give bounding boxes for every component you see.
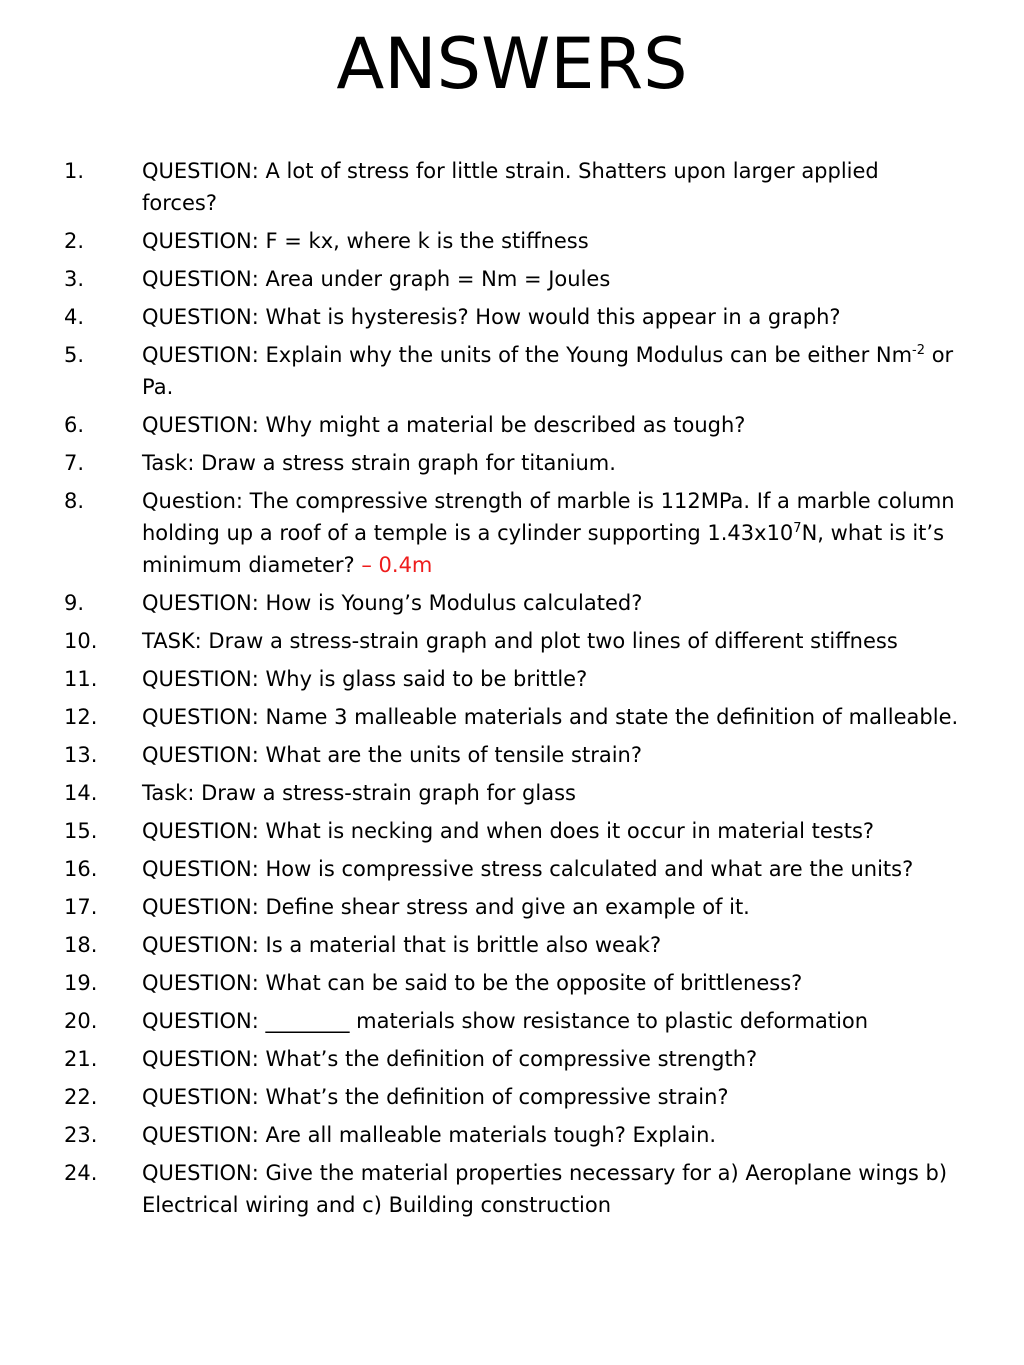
item-number: 7. <box>64 451 85 475</box>
list-item <box>64 225 959 257</box>
superscript-exponent: -2 <box>912 343 926 358</box>
item-text: QUESTION: Is a material that is brittle also weak? <box>142 933 662 957</box>
list-item <box>64 1043 959 1075</box>
list-item <box>64 815 959 847</box>
list-item <box>64 301 959 333</box>
list-item <box>64 339 959 403</box>
item-text: QUESTION: Area under graph = Nm = Joules <box>142 267 611 291</box>
item-number: 2. <box>64 229 85 253</box>
list-item <box>64 701 959 733</box>
item-number: 24. <box>64 1161 98 1185</box>
item-number: 18. <box>64 933 98 957</box>
item-text-part: or Pa. <box>142 343 954 399</box>
question-list <box>64 155 959 1227</box>
list-item <box>64 853 959 885</box>
item-text <box>142 485 959 581</box>
item-text: QUESTION: ________ materials show resistance to plastic deformation <box>142 1009 869 1033</box>
list-item <box>64 1005 959 1037</box>
item-text: QUESTION: Name 3 malleable materials and state the definition of malleable. <box>142 705 959 729</box>
item-number: 1. <box>64 159 85 183</box>
item-number: 9. <box>64 591 85 615</box>
item-text: QUESTION: How is compressive stress calculated and what are the units? <box>142 857 914 881</box>
item-text: QUESTION: F = kx, where k is the stiffness <box>142 229 589 253</box>
item-text: QUESTION: What can be said to be the opposite of brittleness? <box>142 971 803 995</box>
item-text: QUESTION: Give the material properties necessary for a) Aeroplane wings b) Electrical wiring and c) Building construction <box>142 1161 948 1217</box>
item-number: 16. <box>64 857 98 881</box>
item-number: 23. <box>64 1123 98 1147</box>
item-number: 5. <box>64 343 85 367</box>
item-text: QUESTION: Why is glass said to be brittle? <box>142 667 588 691</box>
list-item <box>64 777 959 809</box>
item-text: QUESTION: What is necking and when does it occur in material tests? <box>142 819 875 843</box>
list-item <box>64 1157 959 1221</box>
item-text: Task: Draw a stress strain graph for titanium. <box>142 451 616 475</box>
item-text: QUESTION: Define shear stress and give an example of it. <box>142 895 750 919</box>
list-item <box>64 967 959 999</box>
list-item <box>64 1081 959 1113</box>
item-number: 19. <box>64 971 98 995</box>
list-item <box>64 409 959 441</box>
item-text: QUESTION: What are the units of tensile strain? <box>142 743 642 767</box>
item-number: 15. <box>64 819 98 843</box>
item-number: 11. <box>64 667 98 691</box>
item-number: 20. <box>64 1009 98 1033</box>
list-item <box>64 625 959 657</box>
item-text: TASK: Draw a stress-strain graph and plot two lines of different stiffness <box>142 629 898 653</box>
item-text: QUESTION: Are all malleable materials tough? Explain. <box>142 1123 717 1147</box>
list-item <box>64 739 959 771</box>
item-text-part: N, what is it’s minimum diameter? <box>142 521 945 577</box>
answer-text: – 0.4m <box>361 553 433 577</box>
superscript-exponent: 7 <box>793 521 802 536</box>
item-number: 8. <box>64 489 85 513</box>
list-item <box>64 447 959 479</box>
item-text: QUESTION: A lot of stress for little strain. Shatters upon larger applied forces? <box>142 159 879 215</box>
item-text: QUESTION: How is Young’s Modulus calculated? <box>142 591 643 615</box>
item-number: 17. <box>64 895 98 919</box>
item-text-part: QUESTION: Explain why the units of the Young Modulus can be either Nm <box>142 343 913 367</box>
list-item <box>64 663 959 695</box>
item-number: 3. <box>64 267 85 291</box>
item-number: 21. <box>64 1047 98 1071</box>
list-item <box>64 263 959 295</box>
page-title: ANSWERS <box>336 23 688 105</box>
item-number: 22. <box>64 1085 98 1109</box>
list-item <box>64 587 959 619</box>
item-number: 10. <box>64 629 98 653</box>
list-item <box>64 891 959 923</box>
item-text: QUESTION: Why might a material be described as tough? <box>142 413 746 437</box>
item-number: 4. <box>64 305 85 329</box>
item-text: Task: Draw a stress-strain graph for glass <box>142 781 576 805</box>
item-number: 14. <box>64 781 98 805</box>
list-item <box>64 929 959 961</box>
item-number: 12. <box>64 705 98 729</box>
item-number: 13. <box>64 743 98 767</box>
list-item <box>64 1119 959 1151</box>
item-text: QUESTION: What is hysteresis? How would this appear in a graph? <box>142 305 841 329</box>
item-text: QUESTION: What’s the definition of compressive strength? <box>142 1047 758 1071</box>
item-text-part: Question: The compressive strength of marble is 112MPa. If a marble column holding up a roof of a temple is a cylinder supporting 1.43x10 <box>142 489 955 545</box>
item-number: 6. <box>64 413 85 437</box>
item-text <box>142 339 959 403</box>
item-text: QUESTION: What’s the definition of compressive strain? <box>142 1085 729 1109</box>
list-item <box>64 155 959 219</box>
list-item <box>64 485 959 581</box>
